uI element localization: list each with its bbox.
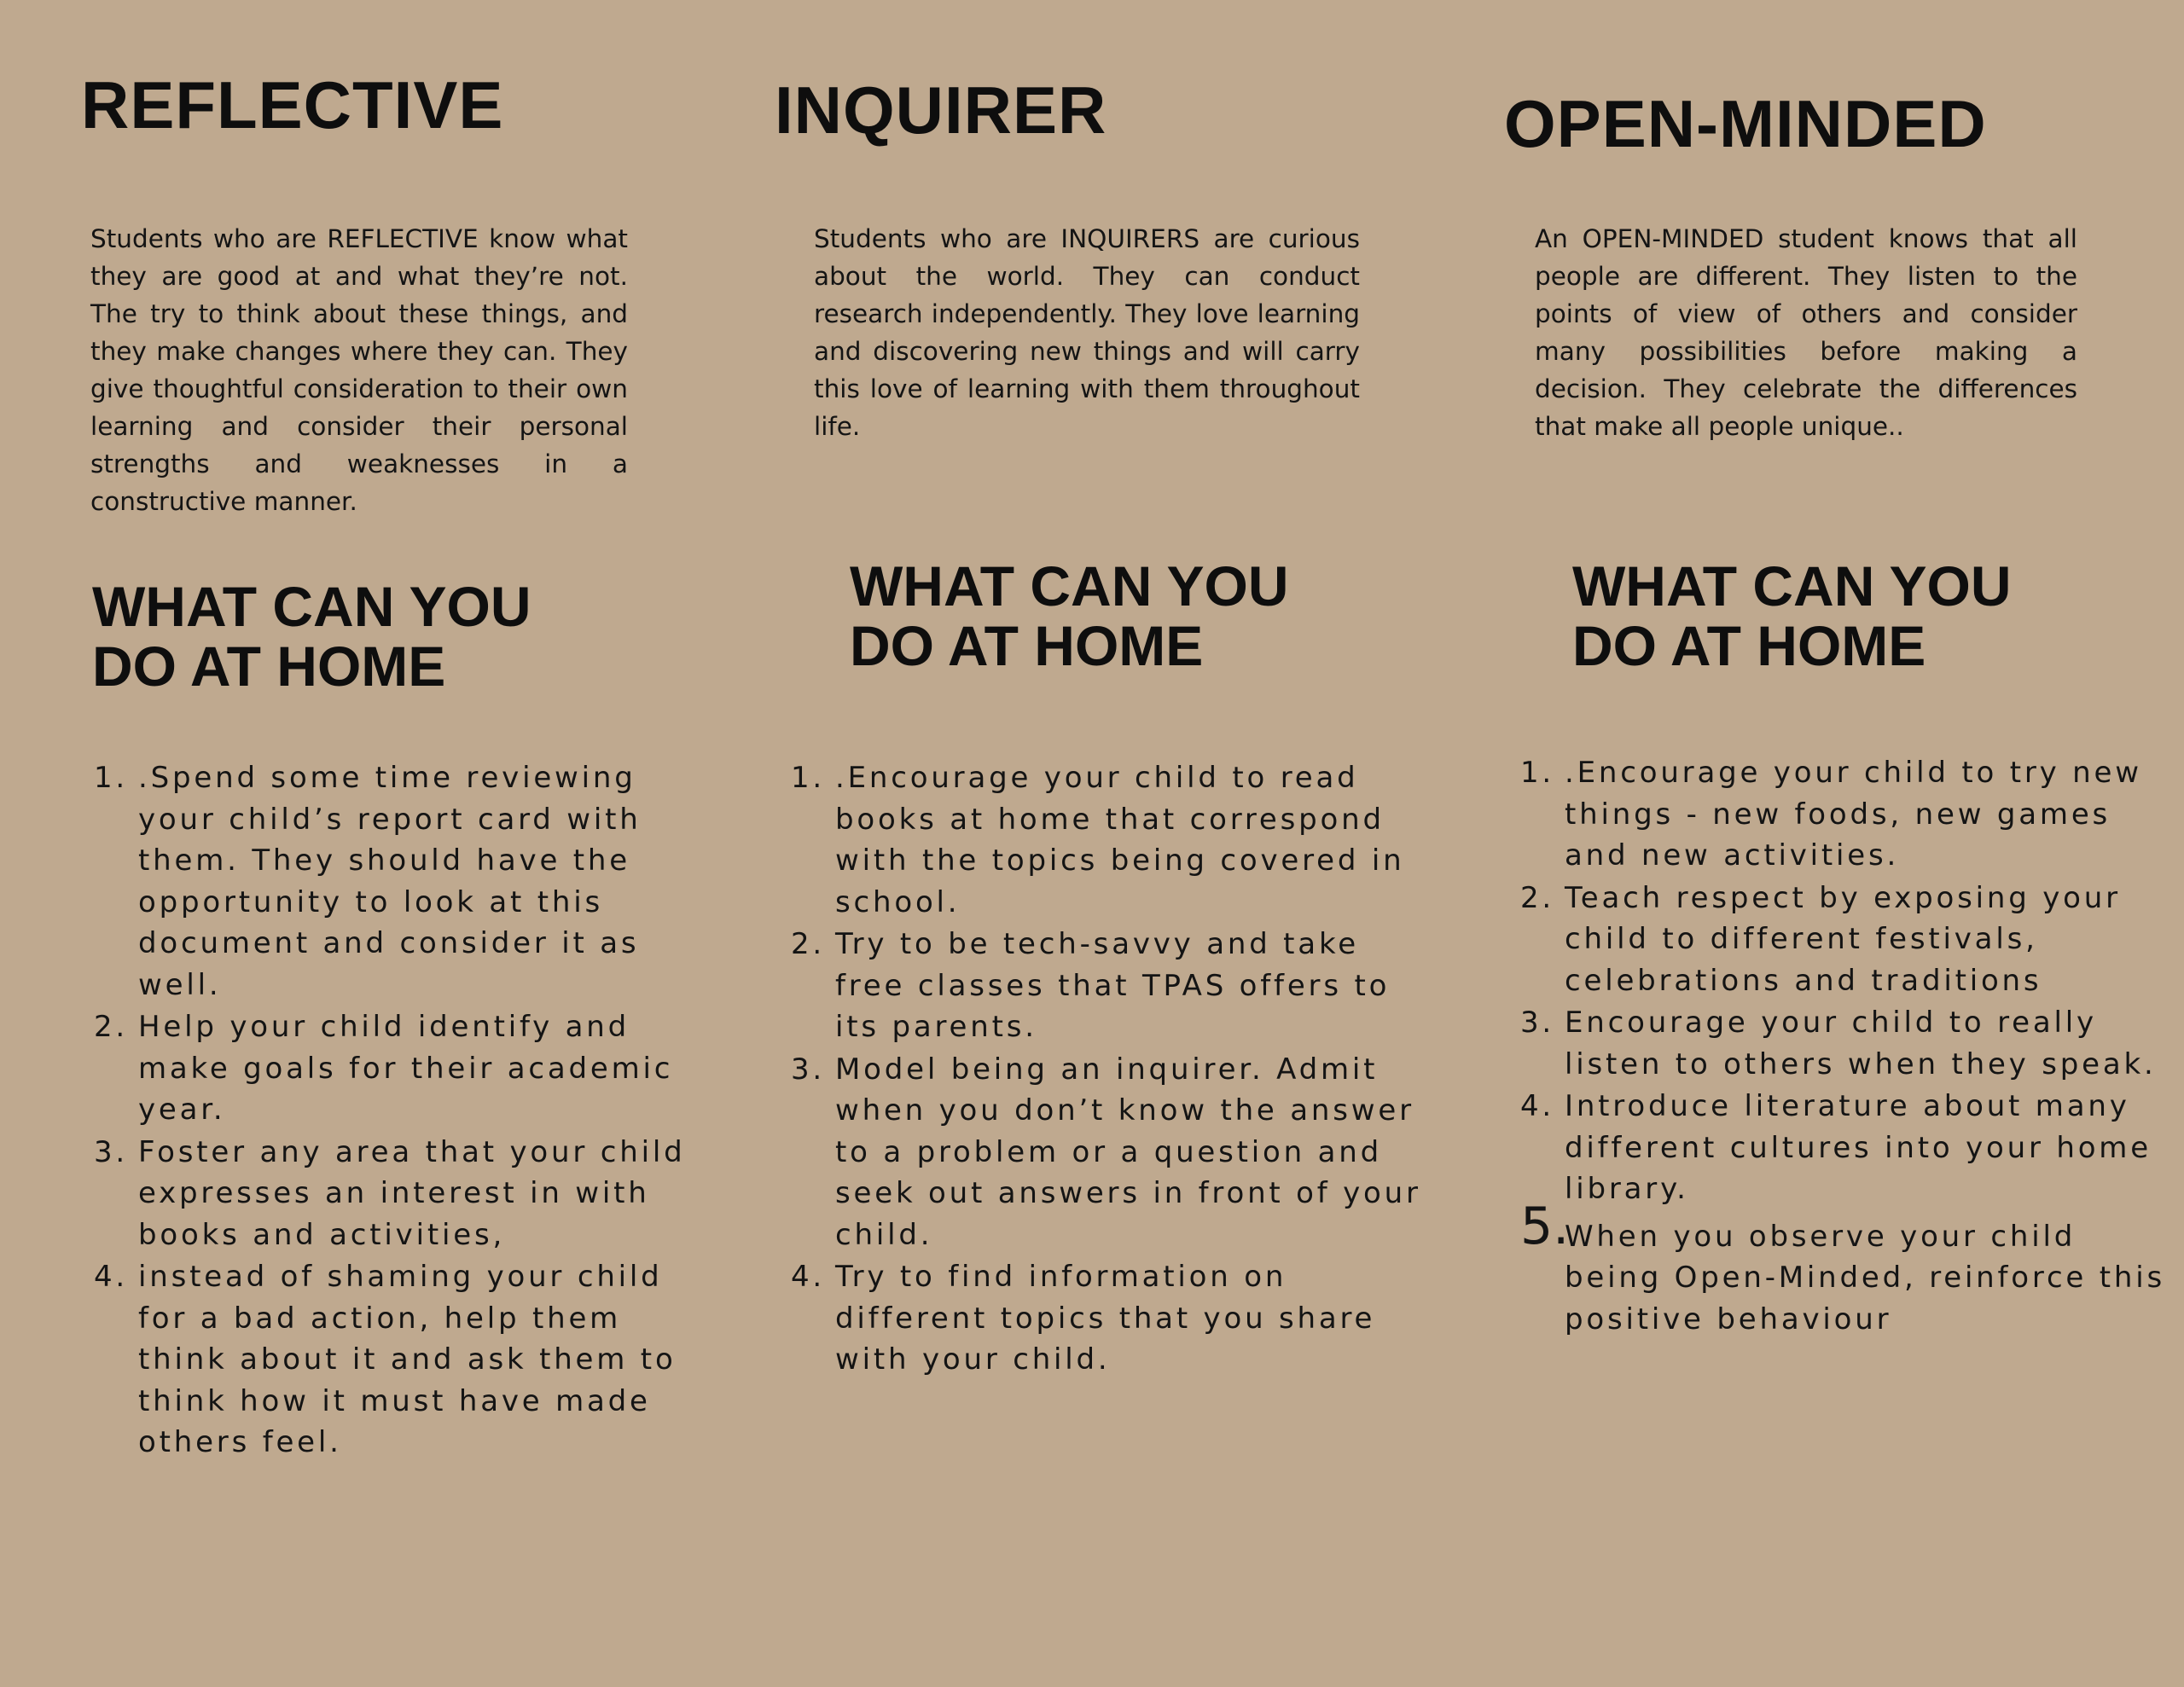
list-item-number: 3. xyxy=(1520,1006,1555,1040)
reflective-description: Students who are REFLECTIVE know what they are good at and what they’re not. The try to think about these things, and they make changes where they can. They give thoughtful consideration to their own learning and consider their personal strengths and weaknesses in a constructive manner. xyxy=(90,224,628,516)
list-item xyxy=(1520,878,2177,1002)
list-item-text: instead of shaming your child for a bad action, help them think about it and ask them to think how it must have made others feel. xyxy=(138,1260,677,1459)
list-item-text: Help your child identify and make goals for their academic year. xyxy=(138,1010,674,1127)
list-item-text: Introduce literature about many different cultures into your home library. xyxy=(1565,1089,2152,1206)
list-item-number: 1. xyxy=(94,761,129,795)
list-item-number: 1. xyxy=(1520,756,1555,790)
list-item-text: .Encourage your child to try new things - new foods, new games and new activities. xyxy=(1565,756,2142,872)
reflective-home-heading: WHAT CAN YOU DO AT HOME xyxy=(92,575,531,698)
open-minded-description: An OPEN-MINDED student knows that all people are different. They listen to the points of view of others and consider many possibilities before making a decision. They celebrate the differences that make all people unique.. xyxy=(1535,224,2077,441)
list-item xyxy=(1520,1196,2177,1336)
inquirer-home-heading: WHAT CAN YOU DO AT HOME xyxy=(850,554,1289,677)
list-item xyxy=(791,924,1439,1048)
list-item xyxy=(94,1256,708,1464)
list-item-text: Try to be tech-savvy and take free classes that TPAS offers to its parents. xyxy=(835,927,1391,1044)
list-item xyxy=(791,1049,1439,1256)
list-item-text: Model being an inquirer. Admit when you don’t know the answer to a problem or a question and seek out answers in front of your child. xyxy=(835,1052,1421,1252)
open-minded-column xyxy=(1455,0,2184,1687)
open-minded-home-heading: WHAT CAN YOU DO AT HOME xyxy=(1572,554,2012,677)
list-item-number: 5. xyxy=(1520,1196,1570,1256)
list-item-number: 2. xyxy=(1520,880,1555,915)
list-item-text: Try to find information on different topics that you share with your child. xyxy=(835,1260,1376,1377)
list-item-text: .Spend some time reviewing your child’s report card with them. They should have the opportunity to look at this document and consider it as well. xyxy=(138,761,642,1002)
list-item-text: Foster any area that your child expresses an interest in with books and activities, xyxy=(138,1134,686,1252)
list-item xyxy=(791,1256,1439,1381)
inquirer-description: Students who are INQUIRERS are curious about the world. They can conduct research independently. They love learning and discovering new things and will carry this love of learning with them throughout life. xyxy=(814,224,1360,441)
list-item-number: 4. xyxy=(1520,1089,1555,1123)
list-item-number: 4. xyxy=(791,1260,826,1294)
list-item xyxy=(1520,752,2177,877)
reflective-tips-list xyxy=(94,757,708,1464)
list-item xyxy=(94,1132,708,1256)
list-item-text: When you observe your child being Open-Minded, reinforce this positive behaviour xyxy=(1565,1219,2165,1336)
list-item-number: 2. xyxy=(791,927,826,961)
open-minded-tips-list xyxy=(1520,752,2177,1336)
list-item-number: 3. xyxy=(791,1052,826,1087)
open-minded-title: OPEN-MINDED xyxy=(1504,86,1987,161)
list-item xyxy=(1520,1002,2177,1085)
list-item-number: 3. xyxy=(94,1134,129,1169)
list-item-text: .Encourage your child to read books at home that correspond with the topics being covered in school. xyxy=(835,761,1405,919)
inquirer-column xyxy=(728,0,1455,1687)
inquirer-title: INQUIRER xyxy=(775,72,1107,148)
list-item xyxy=(94,757,708,1006)
list-item-number: 4. xyxy=(94,1260,129,1294)
list-item-number: 1. xyxy=(791,761,826,795)
reflective-column xyxy=(0,0,728,1687)
reflective-title: REFLECTIVE xyxy=(81,67,504,142)
list-item xyxy=(1520,1086,2177,1210)
list-item-number: 2. xyxy=(94,1010,129,1044)
list-item-text: Encourage your child to really listen to others when they speak. xyxy=(1565,1006,2157,1081)
list-item xyxy=(791,757,1439,923)
inquirer-tips-list xyxy=(791,757,1439,1382)
list-item xyxy=(94,1006,708,1131)
list-item-text: Teach respect by exposing your child to different festivals, celebrations and traditions xyxy=(1565,880,2121,998)
